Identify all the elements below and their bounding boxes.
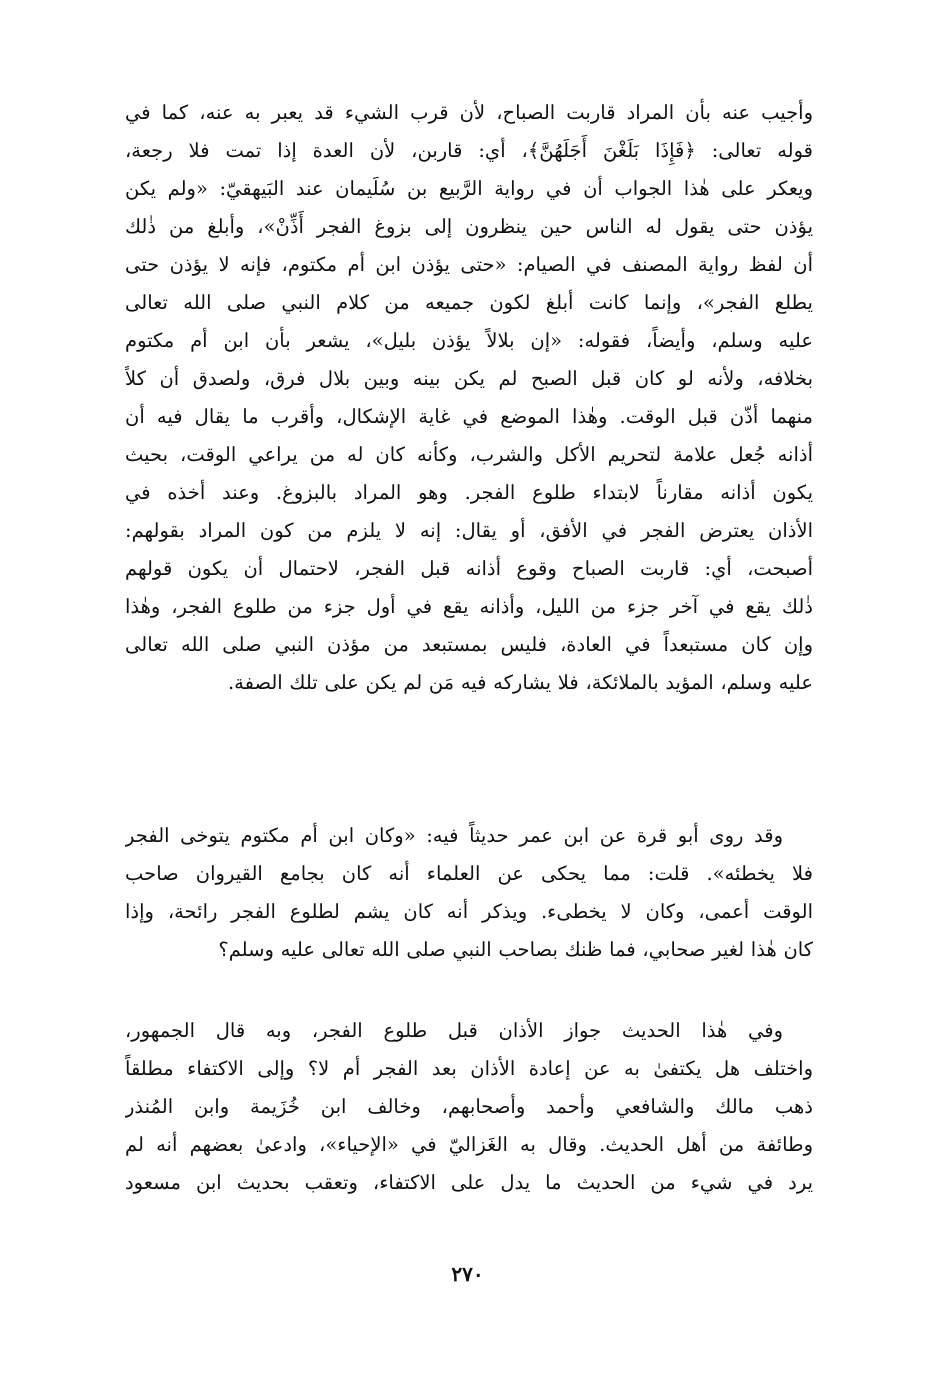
text-line: وطائفة من أهل الحديث. وقال به الغَزاليّ في «الإحياء»، وادعىٰ بعضهم أنه لم bbox=[125, 1133, 813, 1156]
text-line: الأذان يعترض الفجر في الأفق، أو يقال: إنه لا يلزم من كون المراد بقولهم: bbox=[125, 519, 813, 542]
text-line: منهما أذّن قبل الوقت. وهٰذا الموضع في غاية الإشكال، وأقرب ما يقال فيه أن bbox=[125, 405, 813, 428]
text-line: يرد في شيء من الحديث ما يدل على الاكتفاء، وتعقب بحديث ابن مسعود bbox=[125, 1171, 813, 1194]
text-line: أذانه جُعل علامة لتحريم الأكل والشرب، وكأنه كان له من يراعي الوقت، بحيث bbox=[125, 443, 813, 466]
text-line: بخلافه، ولأنه لو كان قبل الصبح لم يكن بينه وبين بلال فرق، ولصدق أن كلاً bbox=[125, 367, 813, 390]
text-line: ذٰلك يقع في آخر جزء من الليل، وأذانه يقع في أول جزء من طلوع الفجر، وهٰذا bbox=[125, 595, 813, 618]
text-line: وقد روى أبو قرة عن ابن عمر حديثاً فيه: «وكان ابن أم مكتوم يتوخى الفجر bbox=[125, 824, 783, 847]
text-line: ذهب مالك والشافعي وأحمد وأصحابهم، وخالف ابن خُزَيمة وابن المُنذر bbox=[125, 1095, 813, 1118]
text-line: كان هٰذا لغير صحابي، فما ظنك بصاحب النبي صلى الله تعالى عليه وسلم؟ bbox=[218, 938, 813, 961]
text-line: يطلع الفجر»، وإنما كانت أبلغ لكون جميعه من كلام النبي صلى الله تعالى bbox=[125, 291, 813, 314]
text-line: وفي هٰذا الحديث جواز الأذان قبل طلوع الفجر، وبه قال الجمهور، bbox=[125, 1019, 783, 1042]
text-line: يكون أذانه مقارناً لابتداء طلوع الفجر. وهو المراد بالبزوغ. وعند أخذه في bbox=[125, 481, 813, 504]
page-number: ٢٧٠ bbox=[451, 1262, 484, 1286]
text-line: وأجيب عنه بأن المراد قاربت الصباح، لأن قرب الشيء قد يعبر به عنه، كما في bbox=[125, 101, 813, 124]
text-line: وإن كان مستبعداً في العادة، فليس بمستبعد من مؤذن النبي صلى الله تعالى bbox=[125, 633, 813, 656]
text-line: ويعكر على هٰذا الجواب أن في رواية الرَّبيع بن سُلَيمان عند البَيهقيّ: «ولم يكن bbox=[125, 177, 813, 200]
text-line: عليه وسلم، وأيضاً، فقوله: «إن بلالاً يؤذن بليل»، يشعر بأن ابن أم مكتوم bbox=[125, 329, 813, 352]
text-line: قوله تعالى: ﴿فَإِذَا بَلَغْنَ أَجَلَهُنَّ﴾، أي: قاربن، لأن العدة إذا تمت فلا رجعة، bbox=[125, 139, 813, 162]
text-line: عليه وسلم، المؤيد بالملائكة، فلا يشاركه فيه مَن لم يكن على تلك الصفة. bbox=[227, 671, 813, 694]
paragraph-2 bbox=[125, 817, 813, 969]
text-line: واختلف هل يكتفىٰ به عن إعادة الأذان بعد الفجر أم لا؟ وإلى الاكتفاء مطلقاً bbox=[125, 1057, 813, 1080]
text-line: أن لفظ رواية المصنف في الصيام: «حتى يؤذن ابن أم مكتوم، فإنه لا يؤذن حتى bbox=[125, 253, 813, 276]
paragraph-1 bbox=[125, 94, 813, 702]
text-line: يؤذن حتى يقول له الناس حين ينظرون إلى بزوغ الفجر أَذِّنْ»، وأبلغ من ذٰلك bbox=[125, 215, 813, 238]
text-line: أصبحت، أي: قاربت الصباح وقوع أذانه قبل الفجر، لاحتمال أن يكون قولهم bbox=[125, 557, 813, 580]
text-line: الوقت أعمى، وكان لا يخطىء. ويذكر أنه كان يشم لطلوع الفجر رائحة، وإذا bbox=[125, 900, 813, 923]
paragraph-3 bbox=[125, 1012, 813, 1202]
text-line: فلا يخطئه». قلت: مما يحكى عن العلماء أنه كان بجامع القيروان صاحب bbox=[125, 862, 813, 885]
